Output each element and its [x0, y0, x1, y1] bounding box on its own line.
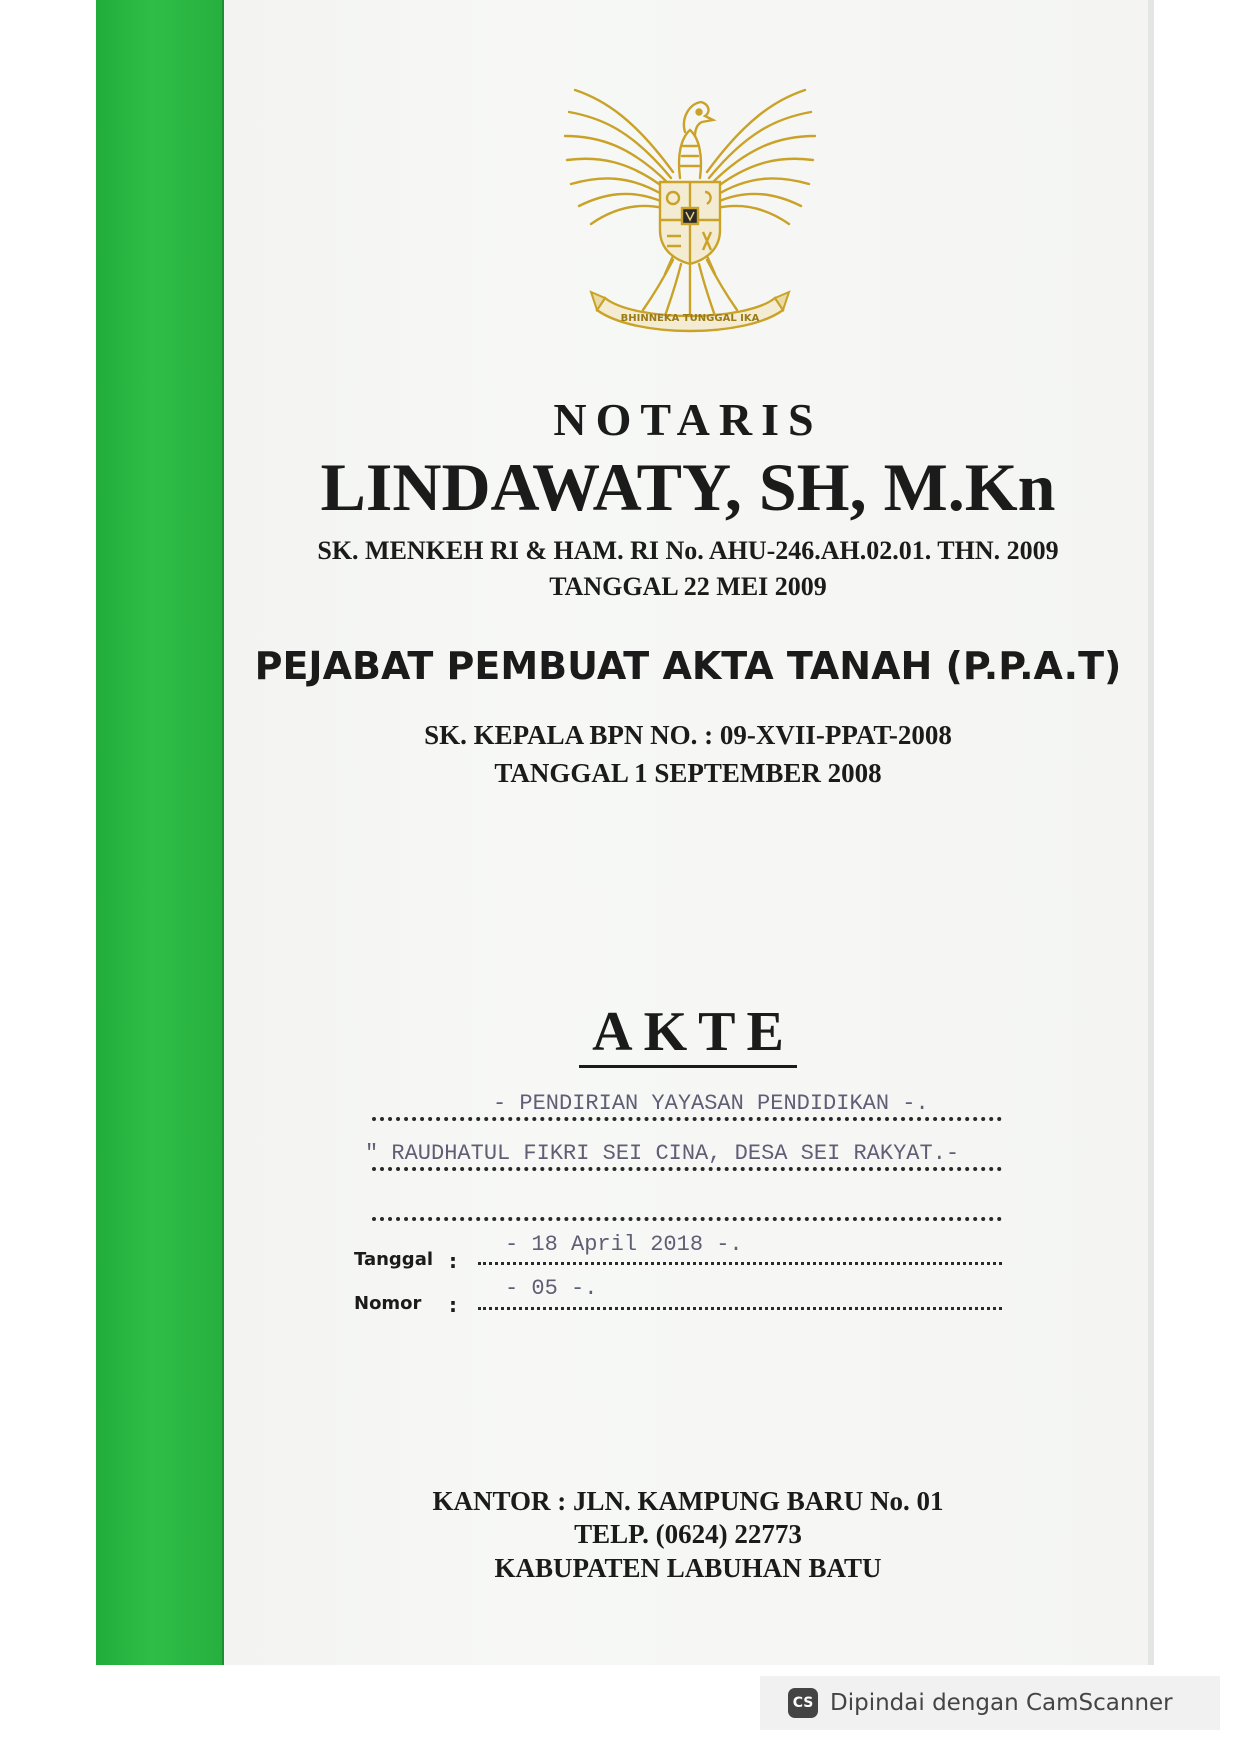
- nomor-value: - 05 -.: [505, 1276, 598, 1301]
- office-phone: TELP. (0624) 22773: [574, 1519, 802, 1549]
- dotted-line-3: [372, 1217, 1002, 1221]
- ppat-title: PEJABAT PEMBUAT AKTA TANAH (P.P.A.T): [254, 644, 1122, 688]
- tanggal-dotted-line: [478, 1262, 1002, 1265]
- office-address: KANTOR : JLN. KAMPUNG BARU No. 01: [432, 1486, 944, 1516]
- nomor-colon: :: [449, 1293, 457, 1317]
- sk-menkeh-line: SK. MENKEH RI & HAM. RI No. AHU-246.AH.02.01. THN. 2009: [317, 536, 1059, 565]
- dotted-line-2: [372, 1167, 1002, 1171]
- camscanner-text: Dipindai dengan CamScanner: [830, 1690, 1173, 1716]
- dotted-line-1: [372, 1117, 1002, 1121]
- sk-bpn-line: SK. KEPALA BPN NO. : 09-XVII-PPAT-2008: [424, 720, 952, 750]
- akte-heading: [222, 1000, 1154, 1064]
- camscanner-logo-icon: CS: [788, 1688, 818, 1718]
- page-edge: [1148, 0, 1154, 1665]
- notary-name: LINDAWATY, SH, M.Kn: [320, 449, 1056, 525]
- nomor-label: Nomor: [354, 1293, 422, 1314]
- sk-menkeh-date: TANGGAL 22 MEI 2009: [549, 572, 827, 601]
- spine-border: [222, 0, 224, 1665]
- sk-bpn-date: TANGGAL 1 SEPTEMBER 2008: [494, 758, 882, 788]
- green-binding-spine: [96, 0, 222, 1665]
- akte-subject-line-2: " RAUDHATUL FIKRI SEI CINA, DESA SEI RAKYAT.-: [365, 1141, 960, 1166]
- notaris-heading: NOTARIS: [553, 394, 823, 445]
- garuda-emblem-icon: [555, 60, 825, 345]
- tanggal-value: - 18 April 2018 -.: [505, 1232, 743, 1257]
- akte-heading-text: AKTE: [579, 1001, 797, 1068]
- tanggal-colon: :: [449, 1249, 457, 1273]
- akte-subject-line-1: - PENDIRIAN YAYASAN PENDIDIKAN -.: [493, 1091, 929, 1116]
- tanggal-label: Tanggal: [354, 1249, 434, 1270]
- svg-text:BHINNEKA TUNGGAL IKA: BHINNEKA TUNGGAL IKA: [620, 313, 760, 324]
- nomor-dotted-line: [478, 1307, 1002, 1310]
- office-region: KABUPATEN LABUHAN BATU: [494, 1553, 882, 1583]
- camscanner-watermark: [760, 1676, 1220, 1730]
